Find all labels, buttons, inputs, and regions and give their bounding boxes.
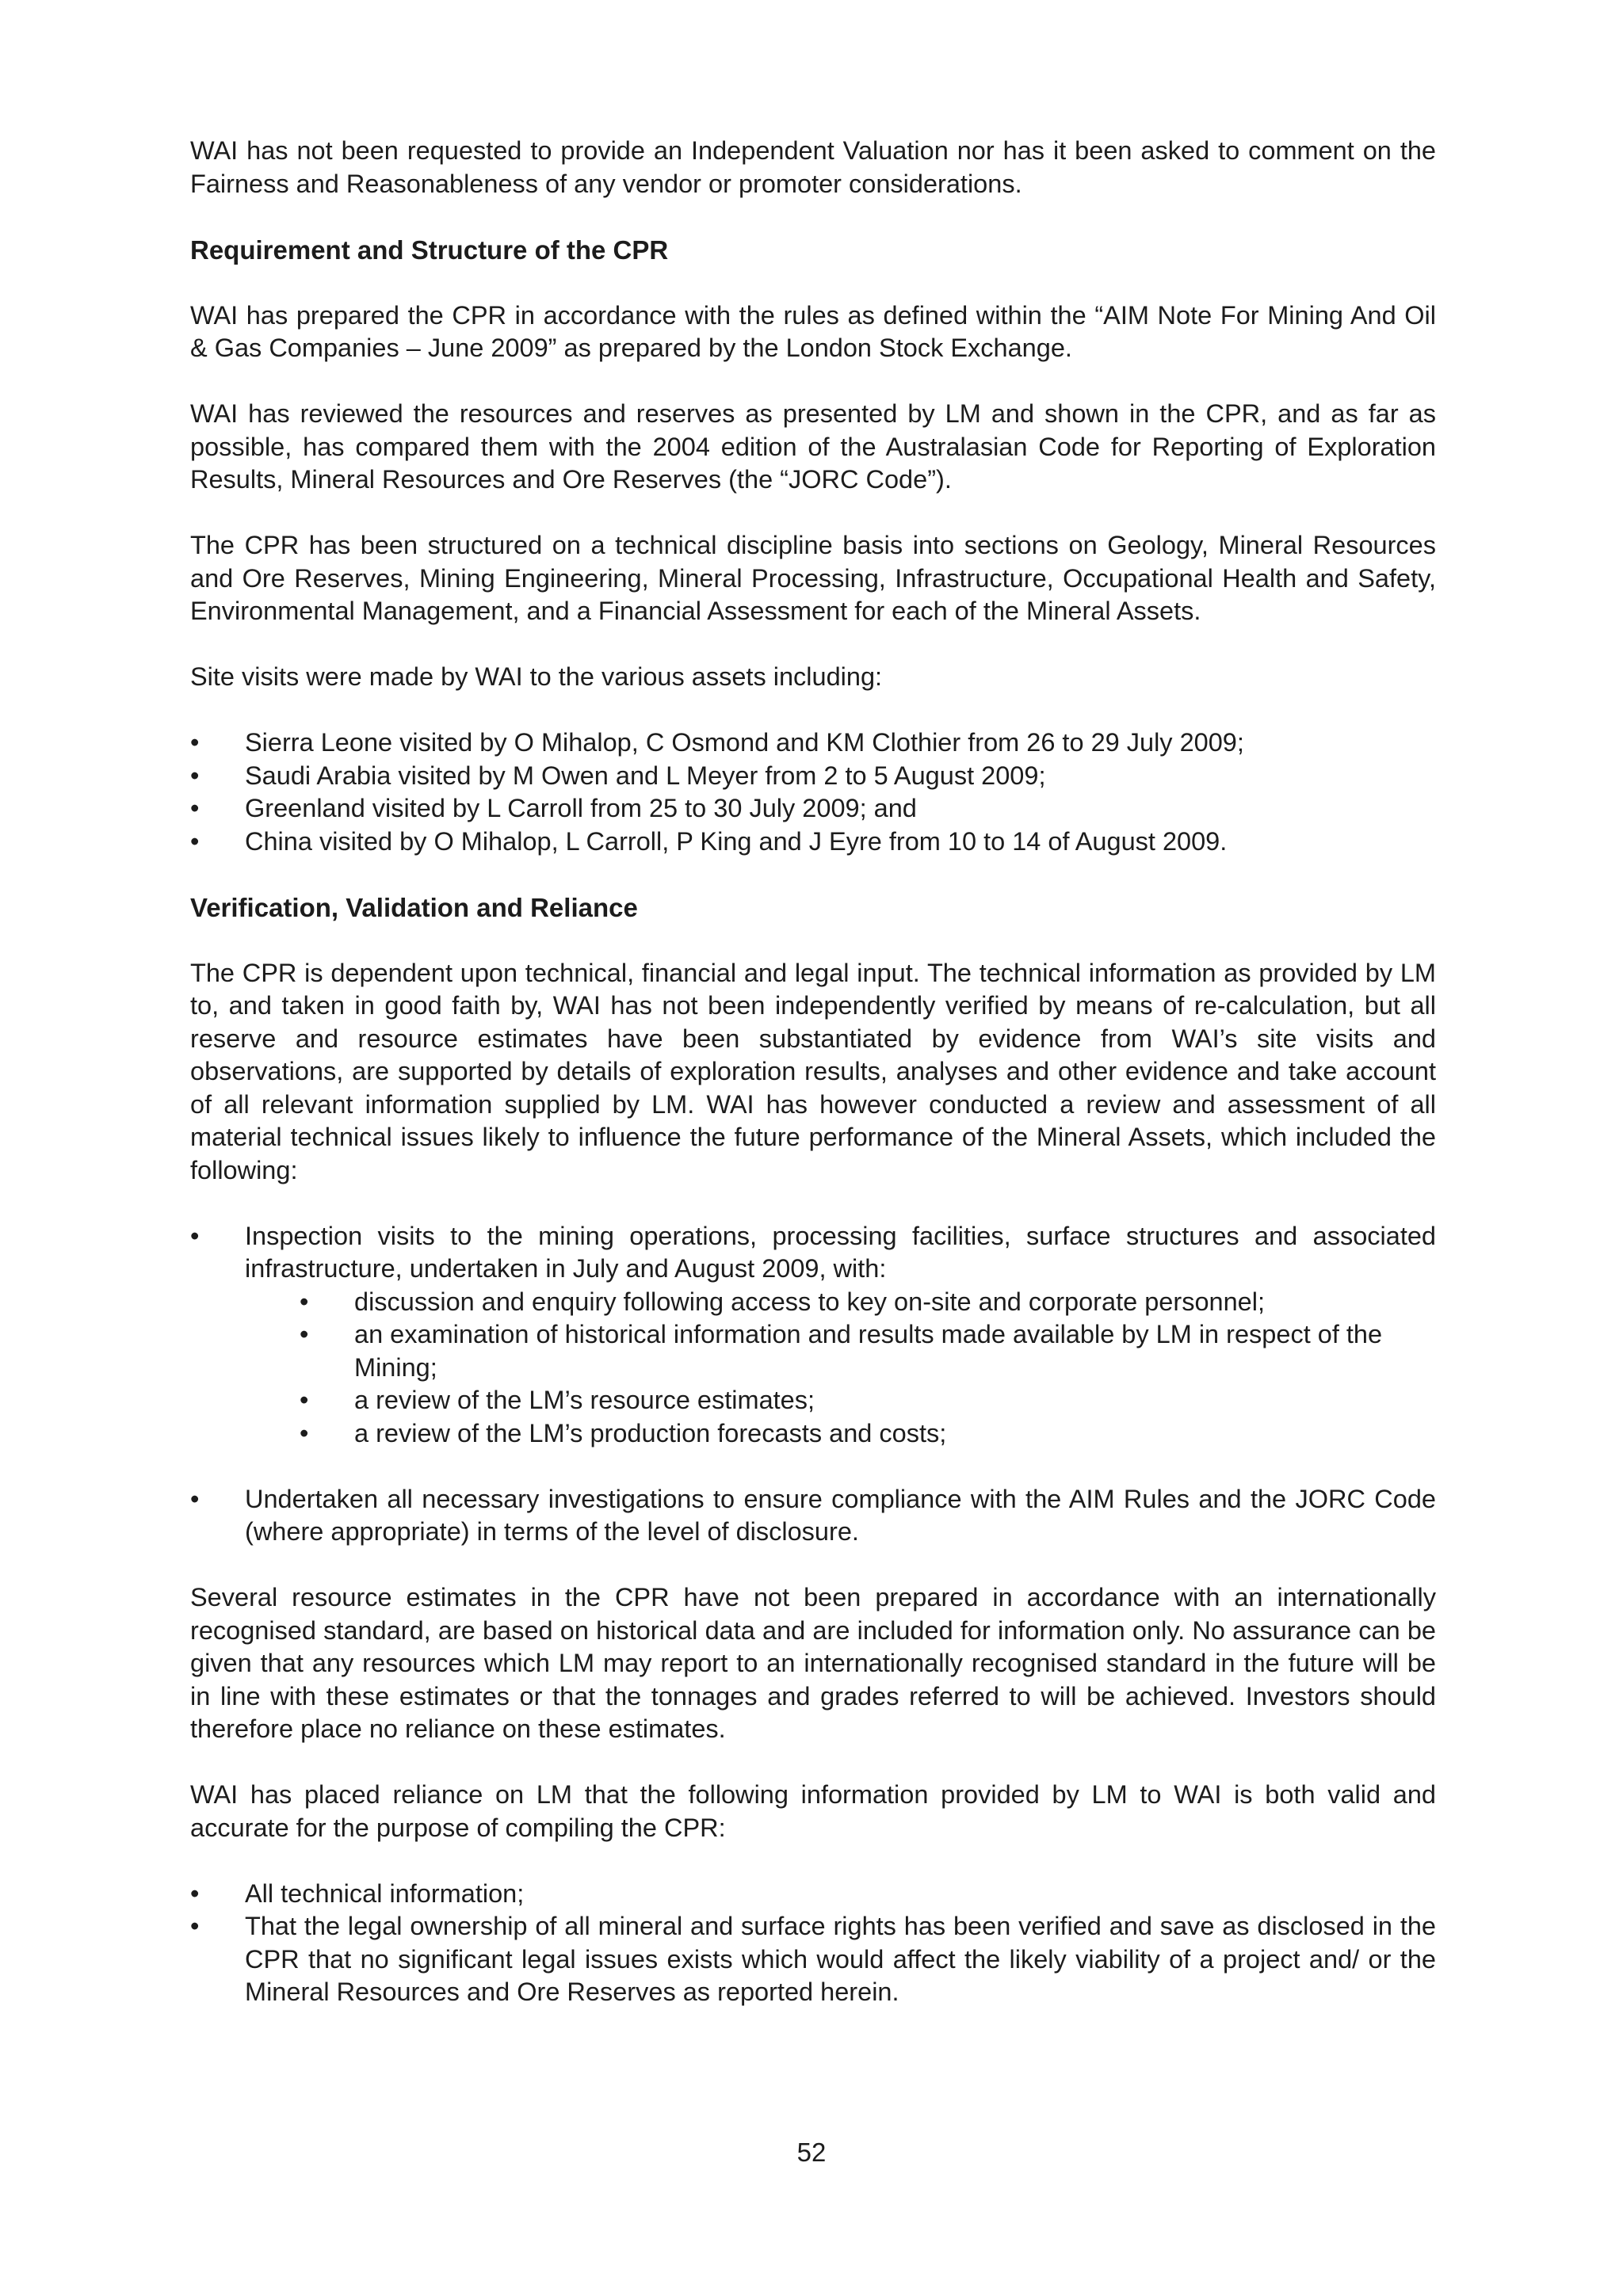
sub-list-item-text: an examination of historical information and results made available by LM in respect of the Mining; — [354, 1320, 1383, 1382]
list-item — [190, 727, 1436, 760]
sub-list-item — [300, 1417, 1436, 1451]
list-item — [190, 1910, 1436, 2009]
list-item-text: Inspection visits to the mining operations, processing facilities, surface structures and associated infrastructure, undertaken in July and August 2009, with: — [245, 1221, 1436, 1283]
bullet-icon: • — [300, 1320, 309, 1348]
paragraph: WAI has reviewed the resources and reserves as presented by LM and shown in the CPR, and as far as possible, has compared them with the 2004 edition of the Australasian Code for Reporting of Exploration Results, Mineral Resources and Ore Reserves (the “JORC Code”). — [190, 399, 1436, 494]
sub-list-item-text: a review of the LM’s production forecasts and costs; — [354, 1418, 947, 1447]
list-item-text: All technical information; — [245, 1878, 525, 1908]
bullet-icon: • — [190, 1484, 200, 1513]
list-item-text: Sierra Leone visited by O Mihalop, C Osmond and KM Clothier from 26 to 29 July 2009; — [245, 728, 1244, 757]
paragraph: The CPR has been structured on a technical discipline basis into sections on Geology, Mineral Resources and Ore Reserves, Mining Engineering, Mineral Processing, Infrastructure, Occupational Health and Safety, Environmental Management, and a Financial Assessment for each of the Mineral Assets. — [190, 531, 1436, 625]
bullet-icon: • — [190, 826, 200, 856]
paragraph: Site visits were made by WAI to the various assets including: — [190, 662, 883, 691]
list-item — [190, 826, 1436, 859]
list-item — [190, 1878, 1436, 1911]
intro-paragraph: WAI has not been requested to provide an Independent Valuation nor has it been asked to comment on the Fairness and Reasonableness of any vendor or promoter considerations. — [190, 136, 1436, 198]
bullet-icon: • — [190, 794, 200, 822]
site-visits-list — [190, 727, 1436, 858]
bullet-icon: • — [190, 761, 200, 790]
bullet-icon: • — [190, 1878, 200, 1908]
reliance-list — [190, 1878, 1436, 2009]
paragraph: WAI has placed reliance on LM that the following information provided by LM to WAI is both valid and accurate for the purpose of compiling the CPR: — [190, 1780, 1436, 1842]
list-item-text: That the legal ownership of all mineral and surface rights has been verified and save as disclosed in the CPR that no significant legal issues exists which would affect the likely viability of a project and/ or the Mineral Resources and Ore Reserves as reported herein. — [245, 1912, 1436, 2006]
sub-list-item-text: discussion and enquiry following access to key on-site and corporate personnel; — [354, 1287, 1265, 1316]
section-heading-requirement: Requirement and Structure of the CPR — [190, 235, 669, 265]
bullet-icon: • — [190, 728, 200, 757]
list-item-text: Undertaken all necessary investigations to ensure compliance with the AIM Rules and the JORC Code (where appropriate) in terms of the level of disclosure. — [245, 1484, 1436, 1546]
review-list-continued — [190, 1483, 1436, 1549]
sub-list-item — [300, 1318, 1436, 1384]
sub-list-item — [300, 1384, 1436, 1417]
list-item-text: Greenland visited by L Carroll from 25 to 30 July 2009; and — [245, 794, 917, 822]
list-item — [190, 760, 1436, 793]
bullet-icon: • — [300, 1287, 309, 1316]
section-heading-verification: Verification, Validation and Reliance — [190, 892, 638, 922]
review-sublist — [190, 1286, 1436, 1451]
bullet-icon: • — [190, 1221, 200, 1250]
document-page — [190, 135, 1436, 2042]
paragraph: WAI has prepared the CPR in accordance with the rules as defined within the “AIM Note For Mining And Oil & Gas Companies – June 2009” as prepared by the London Stock Exchange. — [190, 300, 1436, 362]
list-item — [190, 1483, 1436, 1549]
sub-list-item-text: a review of the LM’s resource estimates; — [354, 1386, 815, 1414]
list-item-text: China visited by O Mihalop, L Carroll, P King and J Eyre from 10 to 14 of August 2009. — [245, 826, 1228, 856]
paragraph: The CPR is dependent upon technical, financial and legal input. The technical information as provided by LM to, and taken in good faith by, WAI has not been independently verified by means of re-calculation, but all reserve and resource estimates have been substantiated by evidence from WAI’s site visits and observations, are supported by details of exploration results, analyses and other evidence and take account of all relevant information supplied by LM. WAI has however conducted a review and assessment of all material technical issues likely to influence the future performance of the Mineral Assets, which included the following: — [190, 958, 1436, 1184]
list-item-text: Saudi Arabia visited by M Owen and L Meyer from 2 to 5 August 2009; — [245, 761, 1046, 790]
review-list — [190, 1220, 1436, 1286]
bullet-icon: • — [300, 1418, 309, 1447]
list-item — [190, 792, 1436, 826]
sub-list-item — [300, 1286, 1436, 1319]
bullet-icon: • — [300, 1386, 309, 1414]
paragraph: Several resource estimates in the CPR have not been prepared in accordance with an internationally recognised standard, are based on historical data and are included for information only. No assurance can be given that any resources which LM may report to an internationally recognised standard in the future will be in line with these estimates or that the tonnages and grades referred to will be achieved. Investors should therefore place no reliance on these estimates. — [190, 1583, 1436, 1743]
list-item — [190, 1220, 1436, 1286]
bullet-icon: • — [190, 1912, 200, 1940]
page-number: 52 — [796, 2138, 827, 2167]
